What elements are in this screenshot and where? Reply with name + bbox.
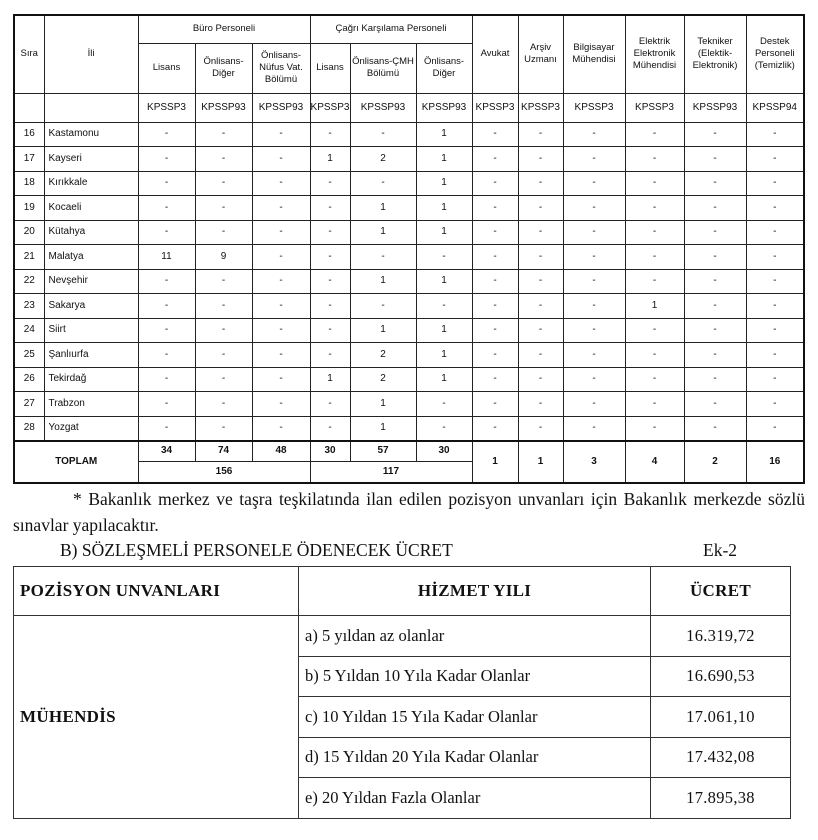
count-cell: -	[518, 171, 563, 196]
header-bilgisayar-muhendisi: Bilgisayar Mühendisi	[563, 15, 625, 93]
count-cell: -	[138, 343, 195, 368]
count-cell: -	[416, 392, 472, 417]
header-arsiv-uzmani: Arşiv Uzmanı	[518, 15, 563, 93]
count-cell: -	[746, 171, 804, 196]
count-cell: -	[684, 392, 746, 417]
count-cell: -	[684, 196, 746, 221]
row-number: 17	[14, 147, 44, 172]
count-cell: -	[518, 392, 563, 417]
count-cell: -	[195, 416, 252, 441]
count-cell: -	[416, 416, 472, 441]
table-row	[14, 196, 804, 221]
count-cell: -	[310, 245, 350, 270]
count-cell: 1	[416, 367, 472, 392]
city-name: Kayseri	[44, 147, 138, 172]
count-cell: -	[625, 269, 684, 294]
count-cell: -	[310, 294, 350, 319]
count-cell: -	[746, 367, 804, 392]
count-cell: -	[625, 171, 684, 196]
count-cell: -	[518, 196, 563, 221]
count-cell: 11	[138, 245, 195, 270]
count-cell: 1	[416, 147, 472, 172]
header-cagri-onlisans-diger: Önlisans-Diğer	[416, 43, 472, 93]
count-cell: 1	[416, 171, 472, 196]
section-title: B) SÖZLEŞMELİ PERSONELE ÖDENECEK ÜCRET	[60, 540, 453, 560]
exam-code-cell: KPSSP3	[472, 93, 518, 122]
header-buro-onlisans-nufus: Önlisans-Nüfus Vat. Bölümü	[252, 43, 310, 93]
count-cell: -	[195, 122, 252, 147]
row-number: 18	[14, 171, 44, 196]
count-cell: -	[252, 269, 310, 294]
count-cell: -	[684, 269, 746, 294]
count-cell: -	[138, 367, 195, 392]
count-cell: -	[625, 318, 684, 343]
table-row	[14, 220, 804, 245]
total-cagri-cell: 30	[310, 441, 350, 462]
exam-code-row	[14, 93, 804, 122]
count-cell: -	[563, 416, 625, 441]
count-cell: -	[138, 416, 195, 441]
count-cell: -	[138, 392, 195, 417]
count-cell: -	[625, 196, 684, 221]
count-cell: -	[563, 367, 625, 392]
city-name: Sakarya	[44, 294, 138, 319]
count-cell: -	[472, 367, 518, 392]
city-name: Kastamonu	[44, 122, 138, 147]
exam-code-cell: KPSSP93	[416, 93, 472, 122]
count-cell: -	[625, 367, 684, 392]
count-cell: -	[472, 171, 518, 196]
count-cell: -	[518, 416, 563, 441]
count-cell: -	[252, 122, 310, 147]
count-cell: 2	[350, 343, 416, 368]
count-cell: -	[416, 245, 472, 270]
service-years-cell: b) 5 Yıldan 10 Yıla Kadar Olanlar	[299, 656, 651, 697]
count-cell: -	[472, 196, 518, 221]
count-cell: -	[252, 416, 310, 441]
count-cell: -	[350, 122, 416, 147]
count-cell: -	[472, 147, 518, 172]
header-buro-lisans: Lisans	[138, 43, 195, 93]
count-cell: -	[746, 220, 804, 245]
count-cell: -	[138, 318, 195, 343]
row-number: 20	[14, 220, 44, 245]
count-cell: -	[563, 245, 625, 270]
header-il: İli	[44, 15, 138, 93]
count-cell: 1	[416, 196, 472, 221]
count-cell: -	[252, 196, 310, 221]
count-cell: -	[518, 269, 563, 294]
count-cell: -	[195, 171, 252, 196]
count-cell: -	[518, 220, 563, 245]
count-cell: -	[195, 196, 252, 221]
count-cell: -	[310, 416, 350, 441]
fee-cell: 17.432,08	[651, 737, 791, 778]
fee-cell: 16.319,72	[651, 616, 791, 657]
count-cell: -	[138, 269, 195, 294]
count-cell: -	[684, 294, 746, 319]
count-cell: 1	[350, 416, 416, 441]
table-row	[14, 122, 804, 147]
city-name: Şanlıurfa	[44, 343, 138, 368]
count-cell: -	[195, 147, 252, 172]
table-row	[14, 147, 804, 172]
count-cell: -	[252, 367, 310, 392]
count-cell: -	[684, 171, 746, 196]
count-cell: -	[350, 171, 416, 196]
row-number: 22	[14, 269, 44, 294]
count-cell: -	[625, 220, 684, 245]
header-avukat: Avukat	[472, 15, 518, 93]
count-cell: -	[310, 122, 350, 147]
exam-code-cell: KPSSP93	[195, 93, 252, 122]
count-cell: -	[472, 392, 518, 417]
count-cell: 9	[195, 245, 252, 270]
count-cell: -	[138, 220, 195, 245]
count-cell: -	[563, 343, 625, 368]
count-cell: -	[416, 294, 472, 319]
count-cell: -	[252, 220, 310, 245]
table-row	[14, 269, 804, 294]
total-buro-cell: 48	[252, 441, 310, 462]
count-cell: -	[625, 343, 684, 368]
city-name: Kırıkkale	[44, 171, 138, 196]
exam-code-cell: KPSSP3	[563, 93, 625, 122]
count-cell: -	[310, 220, 350, 245]
city-name: Siirt	[44, 318, 138, 343]
count-cell: -	[625, 392, 684, 417]
count-cell: -	[518, 245, 563, 270]
row-number: 16	[14, 122, 44, 147]
table-row	[14, 392, 804, 417]
annex-label: Ek-2	[703, 540, 738, 560]
count-cell: -	[746, 318, 804, 343]
count-cell: -	[518, 294, 563, 319]
count-cell: -	[252, 343, 310, 368]
count-cell: 1	[350, 196, 416, 221]
count-cell: -	[310, 318, 350, 343]
count-cell: -	[746, 245, 804, 270]
count-cell: -	[138, 147, 195, 172]
count-cell: -	[195, 392, 252, 417]
exam-code-cell: KPSSP93	[684, 93, 746, 122]
row-number: 21	[14, 245, 44, 270]
count-cell: -	[518, 367, 563, 392]
city-name: Kocaeli	[44, 196, 138, 221]
table-row	[14, 294, 804, 319]
header-service-years: HİZMET YILI	[299, 567, 651, 616]
count-cell: -	[138, 122, 195, 147]
count-cell: -	[472, 318, 518, 343]
count-cell: -	[684, 343, 746, 368]
count-cell: 1	[416, 220, 472, 245]
exam-code-cell: KPSSP3	[310, 93, 350, 122]
exam-code-cell: KPSSP3	[625, 93, 684, 122]
header-tekniker: Tekniker (Elektik-Elektronik)	[684, 15, 746, 93]
count-cell: -	[625, 122, 684, 147]
count-cell: 1	[310, 147, 350, 172]
total-other-cell: 1	[518, 441, 563, 483]
code-blank	[44, 93, 138, 122]
count-cell: -	[518, 343, 563, 368]
exam-code-cell: KPSSP93	[350, 93, 416, 122]
total-other-cell: 3	[563, 441, 625, 483]
total-label: TOPLAM	[14, 441, 138, 483]
exam-code-cell: KPSSP3	[138, 93, 195, 122]
count-cell: 1	[416, 269, 472, 294]
exam-code-cell: KPSSP93	[252, 93, 310, 122]
count-cell: -	[746, 269, 804, 294]
count-cell: -	[746, 196, 804, 221]
count-cell: -	[684, 367, 746, 392]
count-cell: 1	[350, 220, 416, 245]
table-row	[14, 318, 804, 343]
row-number: 25	[14, 343, 44, 368]
city-name: Nevşehir	[44, 269, 138, 294]
count-cell: -	[472, 294, 518, 319]
table-row	[14, 367, 804, 392]
count-cell: -	[138, 196, 195, 221]
city-name: Tekirdağ	[44, 367, 138, 392]
count-cell: -	[563, 269, 625, 294]
count-cell: -	[563, 122, 625, 147]
count-cell: -	[518, 147, 563, 172]
header-fee: ÜCRET	[651, 567, 791, 616]
count-cell: 1	[310, 367, 350, 392]
header-cagri-lisans: Lisans	[310, 43, 350, 93]
count-cell: -	[684, 245, 746, 270]
count-cell: -	[195, 367, 252, 392]
total-other-cell: 16	[746, 441, 804, 483]
count-cell: 1	[625, 294, 684, 319]
city-name: Kütahya	[44, 220, 138, 245]
count-cell: 1	[350, 269, 416, 294]
count-cell: -	[746, 122, 804, 147]
count-cell: -	[625, 416, 684, 441]
salary-row	[14, 616, 791, 657]
count-cell: 1	[350, 318, 416, 343]
count-cell: -	[625, 245, 684, 270]
count-cell: 1	[350, 392, 416, 417]
service-years-cell: e) 20 Yıldan Fazla Olanlar	[299, 778, 651, 819]
row-number: 28	[14, 416, 44, 441]
header-sira: Sıra	[14, 15, 44, 93]
count-cell: -	[195, 318, 252, 343]
count-cell: -	[310, 171, 350, 196]
count-cell: 1	[416, 318, 472, 343]
table-row	[14, 245, 804, 270]
position-title: MÜHENDİS	[14, 616, 299, 819]
count-cell: -	[310, 269, 350, 294]
header-destek-personeli: Destek Personeli (Temizlik)	[746, 15, 804, 93]
count-cell: -	[252, 392, 310, 417]
count-cell: -	[310, 343, 350, 368]
group-sum-buro-sum: 156	[138, 462, 310, 483]
count-cell: -	[310, 196, 350, 221]
count-cell: -	[684, 416, 746, 441]
row-number: 24	[14, 318, 44, 343]
total-other-cell: 4	[625, 441, 684, 483]
count-cell: -	[746, 147, 804, 172]
total-other-cell: 1	[472, 441, 518, 483]
city-name: Malatya	[44, 245, 138, 270]
service-years-cell: c) 10 Yıldan 15 Yıla Kadar Olanlar	[299, 697, 651, 738]
count-cell: -	[684, 318, 746, 343]
total-buro-cell: 34	[138, 441, 195, 462]
count-cell: 1	[416, 343, 472, 368]
count-cell: -	[684, 122, 746, 147]
count-cell: -	[195, 269, 252, 294]
table-row	[14, 343, 804, 368]
count-cell: -	[350, 245, 416, 270]
count-cell: -	[138, 171, 195, 196]
count-cell: -	[472, 122, 518, 147]
count-cell: -	[563, 294, 625, 319]
count-cell: -	[252, 318, 310, 343]
count-cell: -	[472, 416, 518, 441]
count-cell: -	[518, 122, 563, 147]
count-cell: -	[746, 343, 804, 368]
total-cagri-cell: 30	[416, 441, 472, 462]
header-cagri-onlisans-cmh: Önlisans-ÇMH Bölümü	[350, 43, 416, 93]
row-number: 26	[14, 367, 44, 392]
row-number: 19	[14, 196, 44, 221]
count-cell: -	[563, 392, 625, 417]
count-cell: -	[563, 318, 625, 343]
count-cell: -	[746, 392, 804, 417]
count-cell: -	[310, 392, 350, 417]
header-cagri-karsilama: Çağrı Karşılama Personeli	[310, 15, 472, 43]
count-cell: -	[252, 171, 310, 196]
fee-cell: 16.690,53	[651, 656, 791, 697]
total-other-cell: 2	[684, 441, 746, 483]
total-row	[14, 441, 804, 462]
count-cell: -	[195, 294, 252, 319]
header-elektrik-muhendisi: Elektrik Elektronik Mühendisi	[625, 15, 684, 93]
table-row	[14, 416, 804, 441]
table-row	[14, 171, 804, 196]
group-sum-cagri-sum: 117	[310, 462, 472, 483]
count-cell: -	[746, 416, 804, 441]
count-cell: -	[138, 294, 195, 319]
header-position: POZİSYON UNVANLARI	[14, 567, 299, 616]
count-cell: 2	[350, 367, 416, 392]
footnote: * Bakanlık merkez ve taşra teşkilatında ilan edilen pozisyon unvanları için Bakanlık merkezde sözlü sınavlar yapılacaktır.	[13, 489, 805, 535]
code-blank	[14, 93, 44, 122]
city-name: Yozgat	[44, 416, 138, 441]
header-buro-onlisans-diger: Önlisans-Diğer	[195, 43, 252, 93]
count-cell: 1	[416, 122, 472, 147]
count-cell: -	[195, 343, 252, 368]
exam-code-cell: KPSSP3	[518, 93, 563, 122]
count-cell: -	[252, 245, 310, 270]
count-cell: -	[746, 294, 804, 319]
count-cell: -	[563, 171, 625, 196]
count-cell: -	[252, 294, 310, 319]
count-cell: -	[563, 147, 625, 172]
count-cell: 2	[350, 147, 416, 172]
service-years-cell: d) 15 Yıldan 20 Yıla Kadar Olanlar	[299, 737, 651, 778]
count-cell: -	[684, 220, 746, 245]
count-cell: -	[252, 147, 310, 172]
total-buro-cell: 74	[195, 441, 252, 462]
staff-distribution-table	[13, 14, 805, 484]
count-cell: -	[350, 294, 416, 319]
count-cell: -	[563, 196, 625, 221]
count-cell: -	[472, 343, 518, 368]
row-number: 27	[14, 392, 44, 417]
exam-code-cell: KPSSP94	[746, 93, 804, 122]
count-cell: -	[472, 269, 518, 294]
fee-cell: 17.895,38	[651, 778, 791, 819]
header-buro-personeli: Büro Personeli	[138, 15, 310, 43]
count-cell: -	[472, 220, 518, 245]
count-cell: -	[563, 220, 625, 245]
service-years-cell: a) 5 yıldan az olanlar	[299, 616, 651, 657]
total-cagri-cell: 57	[350, 441, 416, 462]
count-cell: -	[195, 220, 252, 245]
city-name: Trabzon	[44, 392, 138, 417]
fee-cell: 17.061,10	[651, 697, 791, 738]
count-cell: -	[625, 147, 684, 172]
row-number: 23	[14, 294, 44, 319]
count-cell: -	[684, 147, 746, 172]
count-cell: -	[518, 318, 563, 343]
count-cell: -	[472, 245, 518, 270]
salary-table	[13, 566, 791, 819]
